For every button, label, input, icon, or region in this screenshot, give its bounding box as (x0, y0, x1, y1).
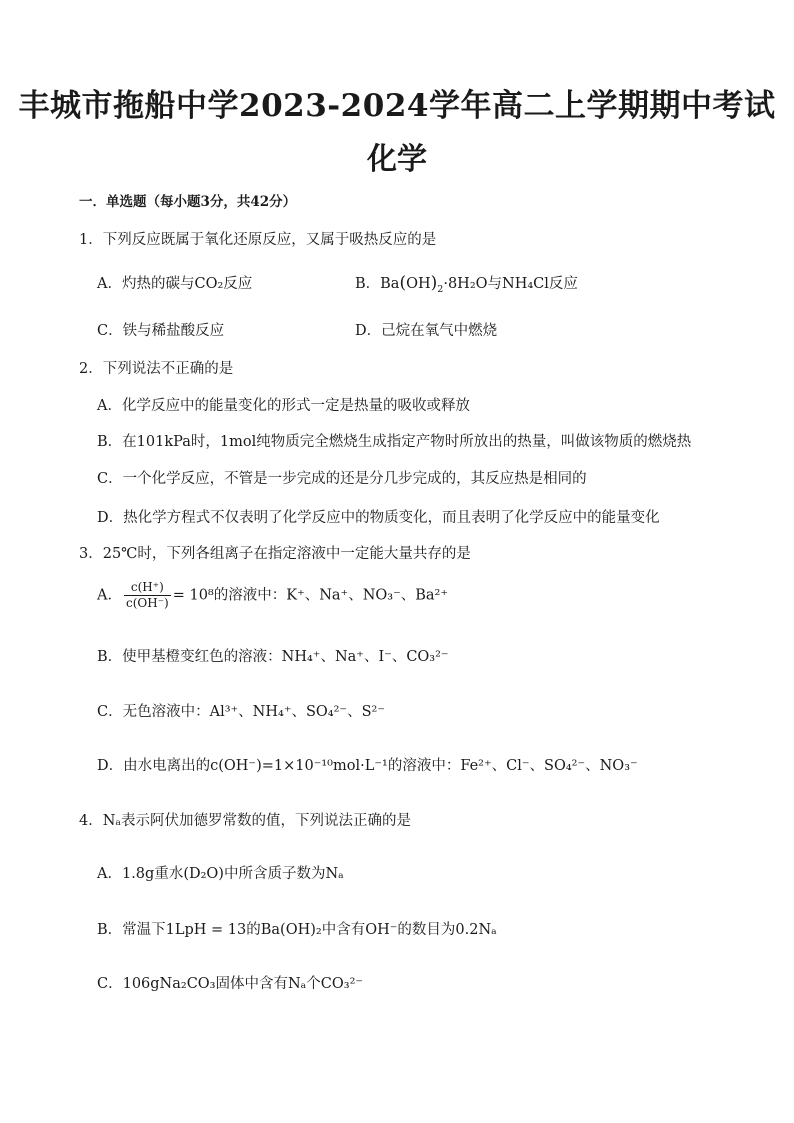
question-1-option-b-rest: ·8H₂O与NH₄Cl反应 (443, 276, 578, 292)
hydrogen-hydroxide-ratio-fraction (124, 580, 171, 611)
question-3-option-a-prefix: A． (97, 587, 122, 604)
question-2-option-b: B．在101kPa时，1mol纯物质完全燃烧生成指定产物时所放出的热量，叫做该物质的燃烧热 (97, 434, 692, 450)
fraction-numerator: c(H⁺) (124, 580, 171, 596)
question-4-option-a: A．1.8g重水(D₂O)中所含质子数为Nₐ (97, 866, 344, 882)
question-1-option-c: C．铁与稀盐酸反应 (97, 323, 225, 339)
question-4-option-b: B．常温下1LpH = 13的Ba(OH)₂中含有OH⁻的数目为0.2Nₐ (97, 922, 497, 938)
exam-subject: 化学 (367, 142, 427, 177)
question-3-option-a-rest: = 10⁸的溶液中：K⁺、Na⁺、NO₃⁻、Ba²⁺ (172, 587, 449, 604)
question-1-option-a: A．灼热的碳与CO₂反应 (97, 276, 253, 292)
exam-title: 丰城市拖船中学2023-2024学年高二上学期期中考试 (18, 88, 776, 124)
question-4-option-c: C．106gNa₂CO₃固体中含有Nₐ个CO₃²⁻ (97, 976, 364, 992)
question-1-option-b-prefix: B．Ba (355, 276, 400, 292)
question-3-option-a (97, 580, 448, 611)
question-1-stem: 1．下列反应既属于氧化还原反应，又属于吸热反应的是 (79, 232, 437, 248)
question-3-option-c: C．无色溶液中：Al³⁺、NH₄⁺、SO₄²⁻、S²⁻ (97, 704, 385, 720)
question-4-stem: 4．Nₐ表示阿伏加德罗常数的值，下列说法正确的是 (79, 813, 412, 829)
section-heading: 一．单选题（每小题3分，共42分） (79, 194, 297, 210)
question-2-option-d: D．热化学方程式不仅表明了化学反应中的物质变化，而且表明了化学反应中的能量变化 (97, 510, 660, 526)
question-3-option-d: D．由水电离出的c(OH⁻)=1×10⁻¹⁰mol·L⁻¹的溶液中：Fe²⁺、Cl⁻、SO₄²⁻、NO₃⁻ (97, 758, 638, 774)
question-1-option-d: D．己烷在氧气中燃烧 (355, 323, 498, 339)
question-3-option-b: B．使甲基橙变红色的溶液：NH₄⁺、Na⁺、I⁻、CO₃²⁻ (97, 649, 449, 665)
question-2-option-a: A．化学反应中的能量变化的形式一定是热量的吸收或释放 (97, 398, 470, 414)
fraction-denominator: c(OH⁻) (125, 596, 169, 610)
question-3-stem: 3．25℃时，下列各组离子在指定溶液中一定能大量共存的是 (79, 546, 471, 562)
question-1-option-b: B．$Ba(OH)_2\cdot 8H_2O$与NH₄Cl反应 (355, 273, 578, 295)
question-2-option-c: C．一个化学反应，不管是一步完成的还是分几步完成的，其反应热是相同的 (97, 471, 587, 487)
question-2-stem: 2．下列说法不正确的是 (79, 361, 234, 377)
